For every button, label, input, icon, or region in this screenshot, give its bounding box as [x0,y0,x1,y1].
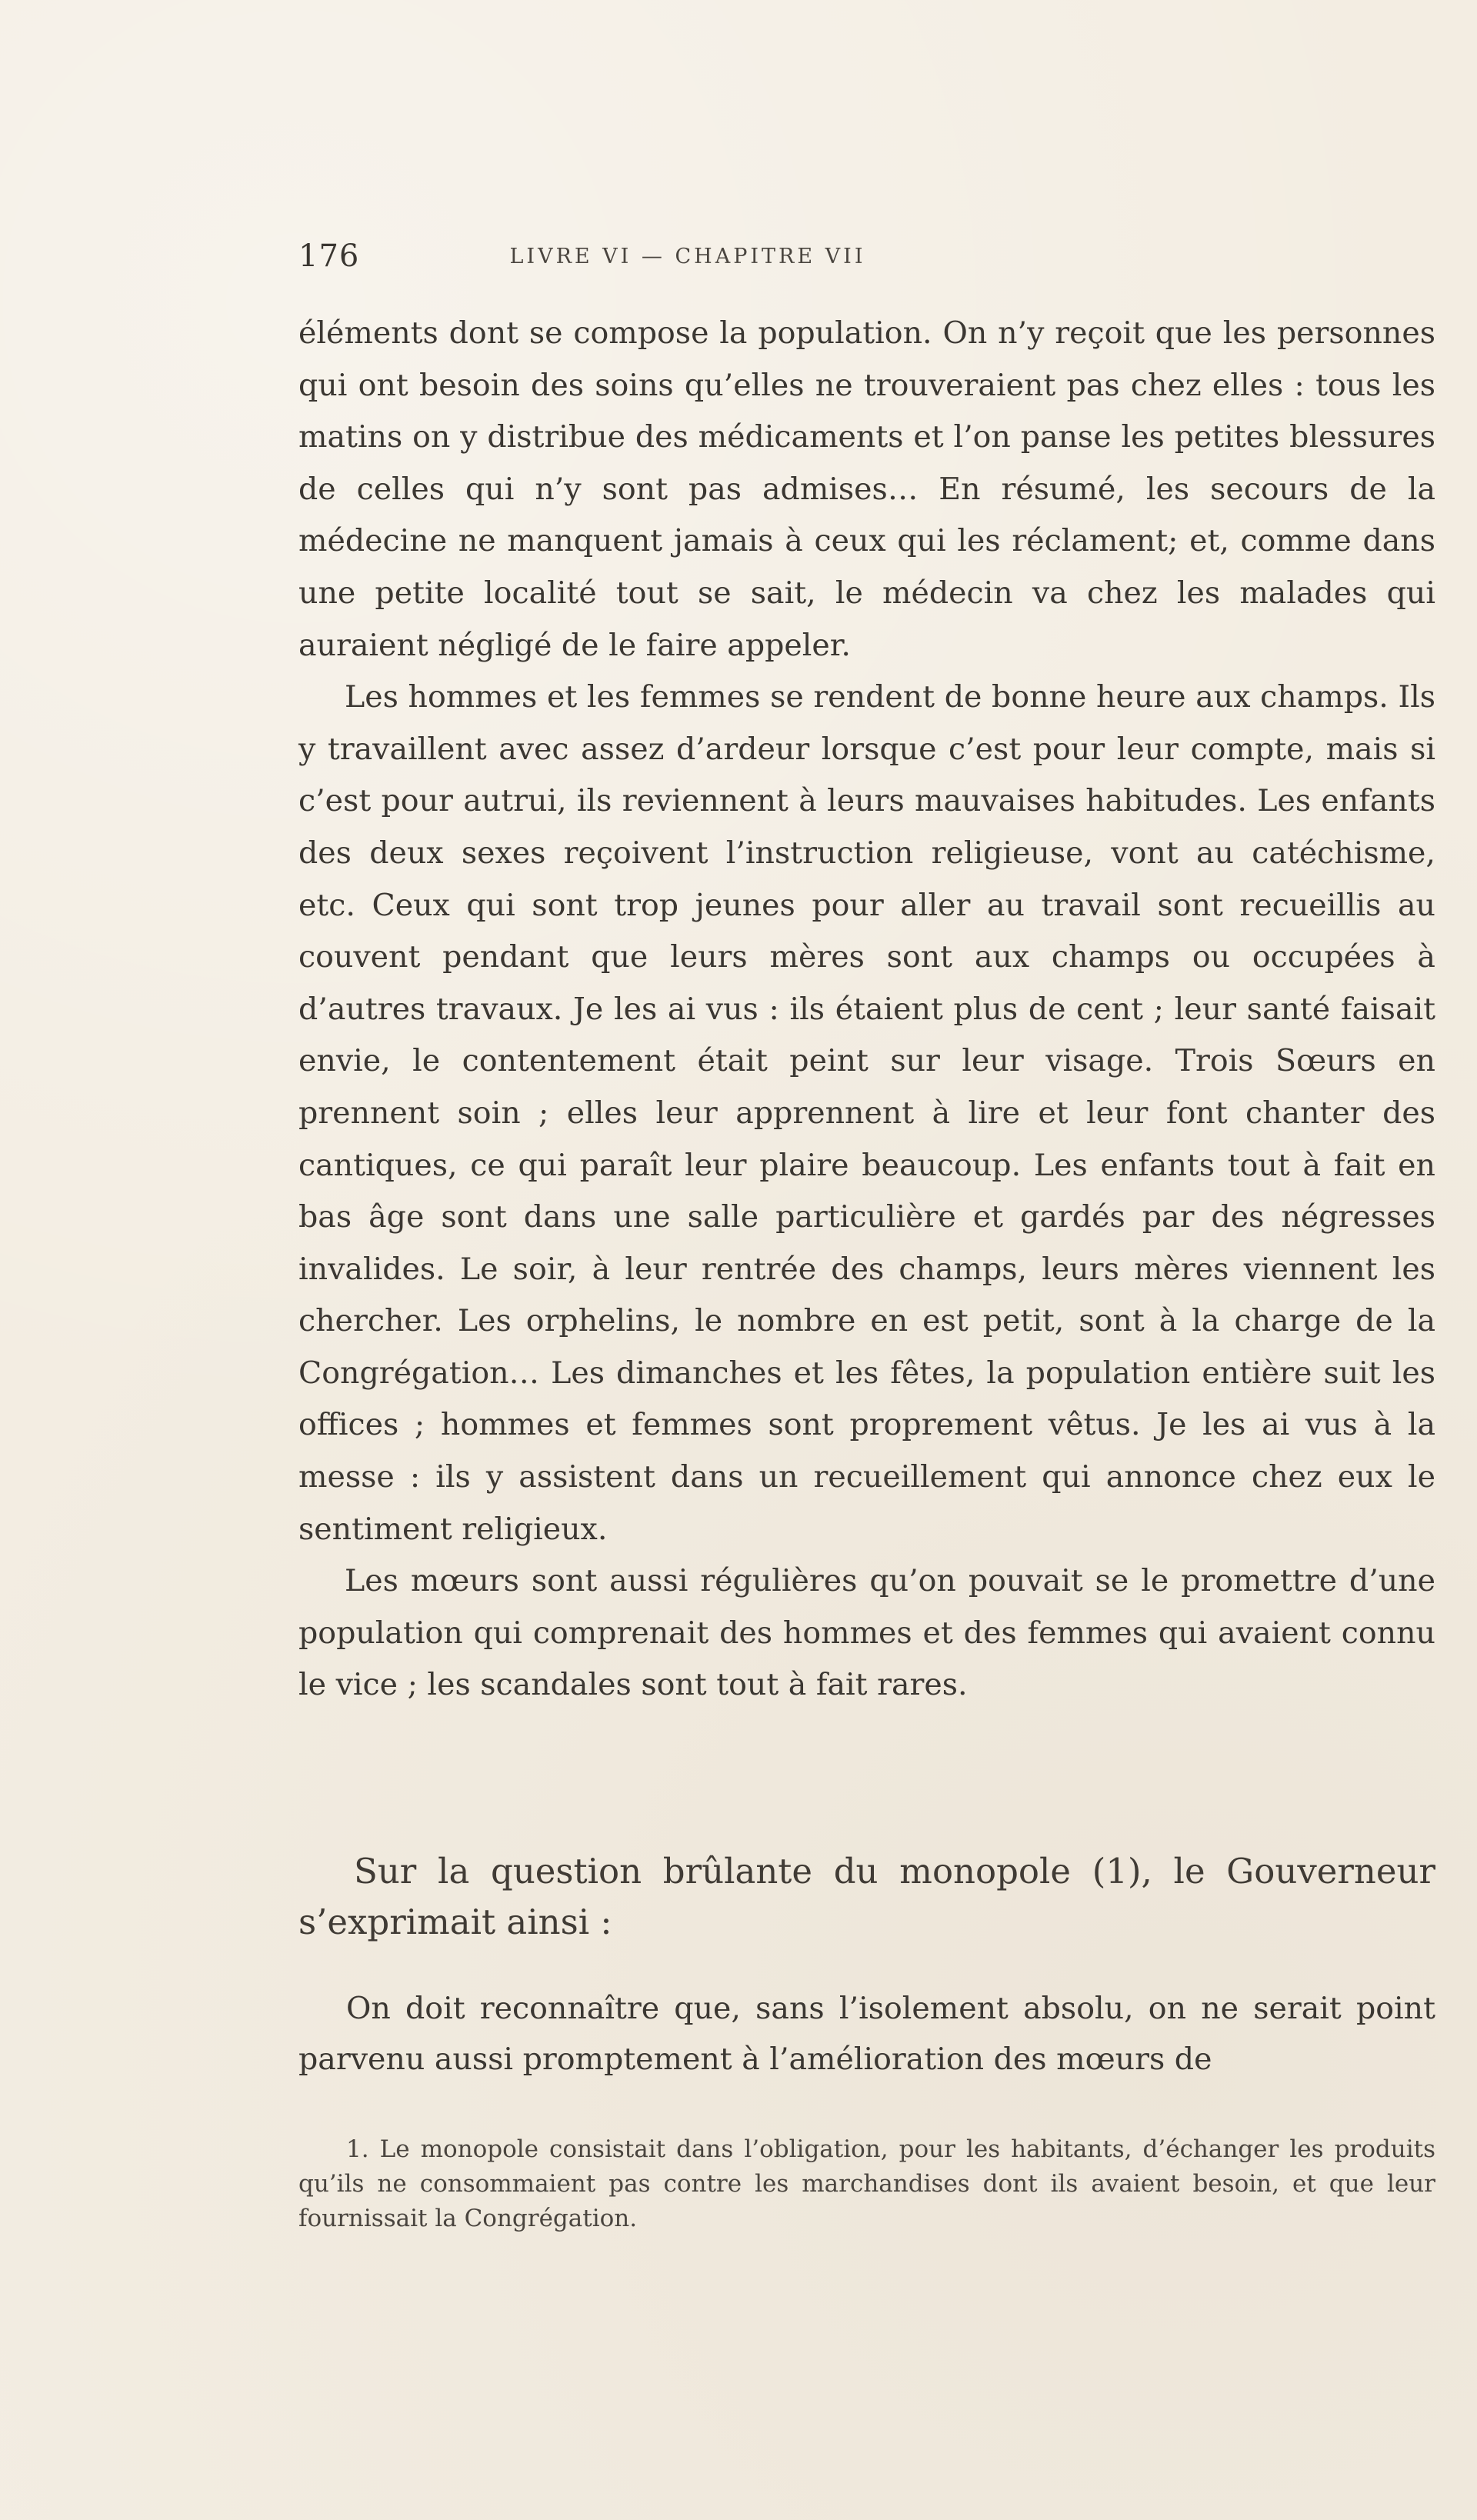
paragraph-1: éléments dont se compose la population. On n’y reçoit que les personnes qui ont besoin des soins qu’elles ne trouveraient pas chez elles : tous les matins on y distribue des médicaments et l’on panse les petites blessures de celles qui n’y sont pas admises… En résumé, les secours de la médecine ne manquent jamais à ceux qui les réclament; et, comme dans une petite localité tout se sait, le médecin va chez les malades qui auraient négligé de le faire appeler. [298,315,1435,663]
paragraph-2: Les hommes et les femmes se rendent de bonne heure aux champs. Ils y travaillent avec assez d’ardeur lorsque c’est pour leur compte, mais si c’est pour autrui, ils reviennent à leurs mauvaises habitudes. Les enfants des deux sexes reçoivent l’instruction religieuse, vont au catéchisme, etc. Ceux qui sont trop jeunes pour aller au travail sont recueillis au couvent pendant que leurs mères sont aux champs ou occupées à d’autres travaux. Je les ai vus : ils étaient plus de cent ; leur santé faisait envie, le contentement était peint sur leur visage. Trois Sœurs en prennent soin ; elles leur apprennent à lire et leur font chanter des cantiques, ce qui paraît leur plaire beaucoup. Les enfants tout à fait en bas âge sont dans une salle particulière et gardés par des négresses invalides. Le soir, à leur rentrée des champs, leurs mères viennent les chercher. Les orphelins, le nombre en est petit, sont à la charge de la Congrégation… Les dimanches et les fêtes, la population entière suit les offices ; hommes et femmes sont proprement vêtus. Je les ai vus à la messe : ils y assistent dans un recueillement qui annonce chez eux le sentiment religieux. [298,679,1435,1547]
page-number: 176 [298,238,360,274]
page-header [298,238,1077,277]
author-commentary: Sur la question brûlante du monopole (1), le Gouverneur s’exprimait ainsi : [298,1851,1435,1942]
main-text [298,308,1435,1712]
footnote: 1. Le monopole consistait dans l’obligation, pour les habitants, d’échanger les produits qu’ils ne consommaient pas contre les marchandises dont ils avaient besoin, et que leur fournissait la Congrégation. [298,2135,1435,2232]
paragraph-3: Les mœurs sont aussi régulières qu’on pouvait se le promettre d’une population qui comprenait des hommes et des femmes qui avaient connu le vice ; les scandales sont tout à fait rares. [298,1563,1435,1703]
quote-continuation: On doit reconnaître que, sans l’isolement absolu, on ne serait point parvenu aussi promptement à l’amélioration des mœurs de [298,1991,1435,2077]
running-head: LIVRE VI — CHAPITRE VII [509,245,866,268]
